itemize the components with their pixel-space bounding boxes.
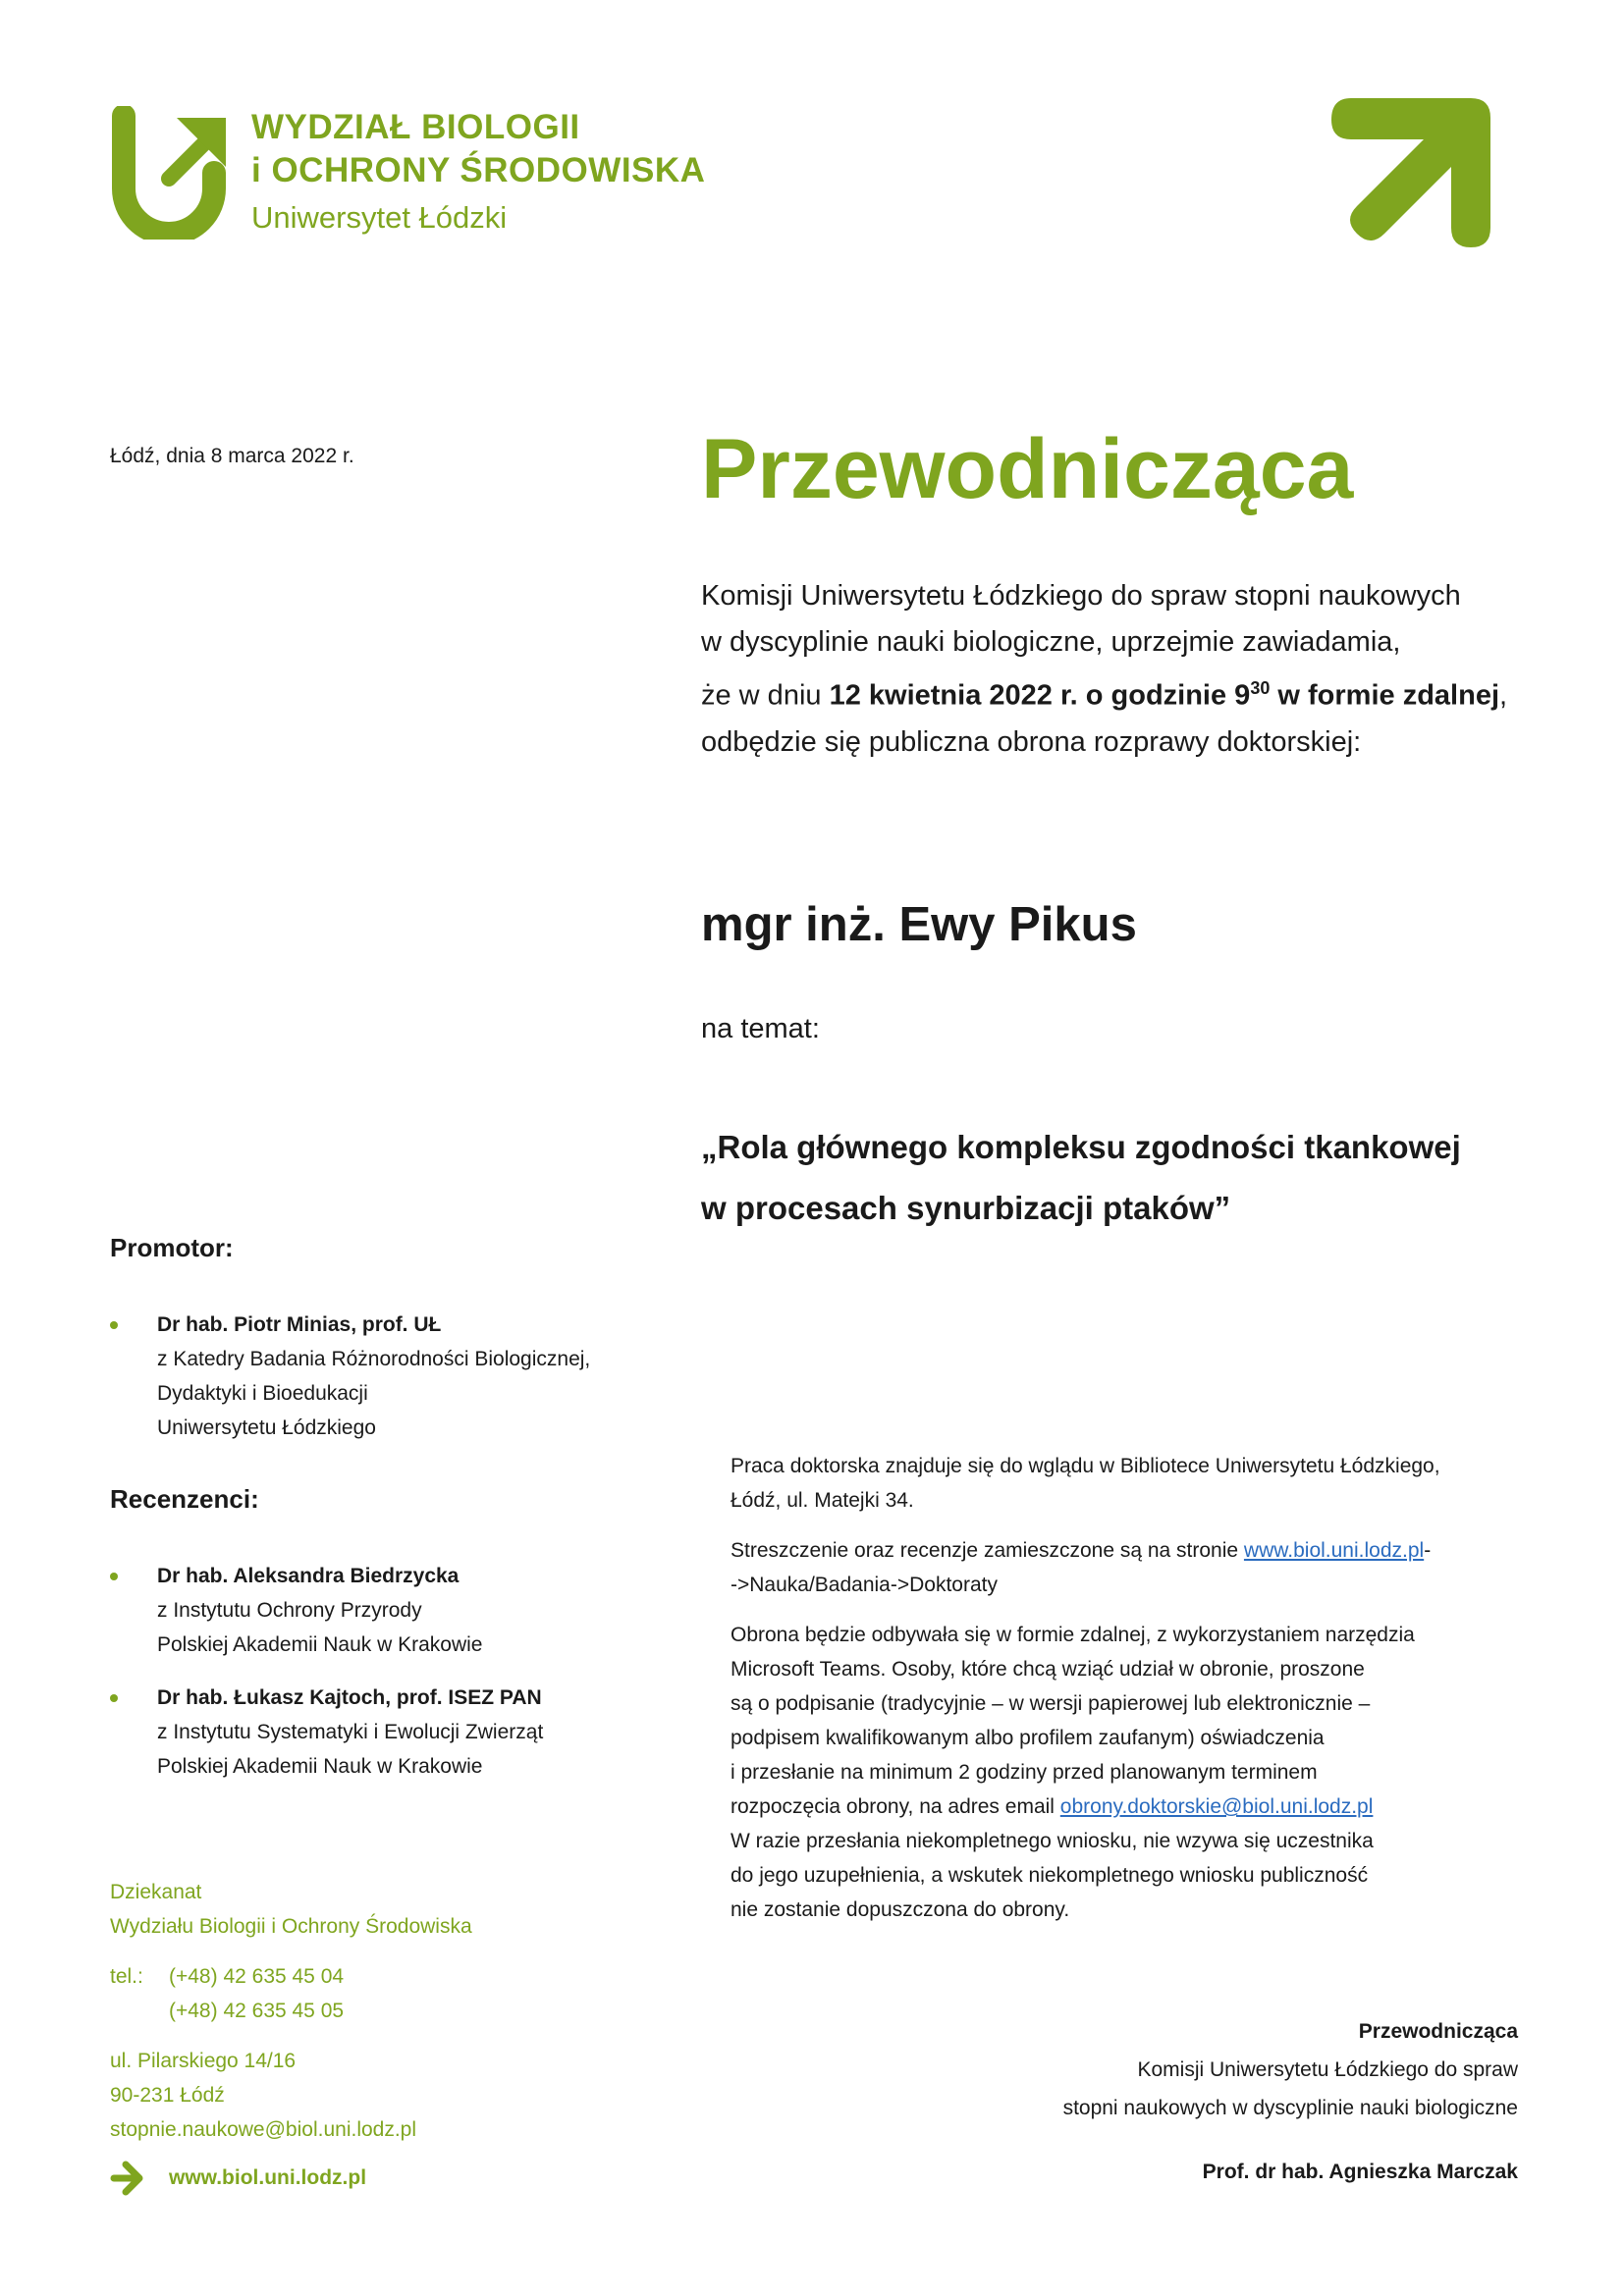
contact-line-1: Dziekanat (110, 1881, 202, 1903)
intro-line-3 (701, 666, 1565, 720)
topic-label: na temat: (701, 1013, 820, 1044)
info-text: Microsoft Teams. Osoby, które chcą wziąć udział w obronie, proszone (731, 1658, 1365, 1681)
logo-line-2: i OCHRONY ŚRODOWISKA (251, 151, 706, 189)
bullet-icon (110, 1573, 118, 1580)
defense-date-time: 12 kwietnia 2022 r. o godzinie 9 (829, 679, 1251, 712)
info-text: - (1424, 1539, 1432, 1562)
reviewer-affiliation-1: z Instytutu Ochrony Przyrody (157, 1599, 422, 1622)
address-city: 90-231 Łódź (110, 2084, 225, 2107)
candidate-name: mgr inż. Ewy Pikus (701, 898, 1137, 951)
tel-label: tel.: (110, 1965, 143, 1988)
signature-title: Przewodnicząca (1358, 2020, 1518, 2043)
signer-name: Prof. dr hab. Agnieszka Marczak (1202, 2161, 1518, 2183)
intro-line-4: odbędzie się publiczna obrona rozprawy doktorskiej: (701, 725, 1362, 758)
info-text: podpisem kwalifikowanym albo profilem zaufanym) oświadczenia (731, 1727, 1325, 1749)
info-paragraph-website (731, 1533, 1536, 1602)
reviewer-entry (110, 1559, 660, 1662)
info-paragraph-library (731, 1449, 1536, 1518)
defense-email-link[interactable]: obrony.doktorskie@biol.uni.lodz.pl (1059, 1795, 1374, 1818)
phone-number-1: (+48) 42 635 45 04 (169, 1965, 345, 1988)
diagonal-arrow-icon (1331, 98, 1490, 251)
info-text: Praca doktorska znajduje się do wglądu w Bibliotece Uniwersytetu Łódzkiego, (731, 1455, 1440, 1477)
website-link[interactable]: www.biol.uni.lodz.pl (169, 2166, 367, 2189)
dean-office-contact (110, 1875, 660, 2147)
reviewers-heading: Recenzenci: (110, 1484, 259, 1514)
phone-number-2: (+48) 42 635 45 05 (169, 2000, 345, 2022)
intro-line-2: w dyscyplinie nauki biologiczne, uprzejmie zawiadamia, (701, 626, 1401, 658)
promotor-affiliation-3: Uniwersytetu Łódzkiego (157, 1416, 376, 1439)
address-street: ul. Pilarskiego 14/16 (110, 2050, 297, 2072)
bullet-icon (110, 1321, 118, 1329)
info-text: ->Nauka/Badania->Doktoraty (731, 1574, 998, 1596)
reviewer-entry (110, 1681, 660, 1784)
info-text: Streszczenie oraz recenzje zamieszczone są na stronie (731, 1539, 1244, 1562)
contact-line-2: Wydziału Biologii i Ochrony Środowiska (110, 1915, 472, 1938)
faculty-website-link[interactable]: www.biol.uni.lodz.pl (1243, 1539, 1425, 1562)
reviewer-name: Dr hab. Łukasz Kajtoch, prof. ISEZ PAN (157, 1686, 542, 1709)
thesis-line-2: w procesach synurbizacji ptaków” (701, 1190, 1231, 1226)
ul-logo-arrow-icon (110, 106, 228, 240)
promotor-entry (110, 1308, 660, 1445)
info-text: nie zostanie dopuszczona do obrony. (731, 1898, 1070, 1921)
faculty-logo-text (251, 106, 762, 241)
info-text: rozpoczęcia obrony, na adres email (731, 1795, 1060, 1818)
reviewer-affiliation-2: Polskiej Akademii Nauk w Krakowie (157, 1633, 483, 1656)
defense-mode: w formie zdalnej (1270, 679, 1500, 712)
intro-text: że w dniu (701, 679, 830, 712)
reviewer-name: Dr hab. Aleksandra Biedrzycka (157, 1565, 460, 1587)
logo-line-1: WYDZIAŁ BIOLOGII (251, 108, 580, 146)
reviewer-affiliation-2: Polskiej Akademii Nauk w Krakowie (157, 1755, 483, 1778)
contact-email[interactable]: stopnie.naukowe@biol.uni.lodz.pl (110, 2118, 417, 2141)
thesis-title (701, 1117, 1565, 1239)
defense-time-minutes: 30 (1250, 678, 1271, 698)
intro-line-1: Komisji Uniwersytetu Łódzkiego do spraw stopni naukowych (701, 580, 1461, 612)
info-text: są o podpisanie (tradycyjnie – w wersji papierowej lub elektronicznie – (731, 1692, 1371, 1715)
info-text: W razie przesłania niekompletnego wniosku, nie wzywa się uczestnika (731, 1830, 1374, 1852)
promotor-name: Dr hab. Piotr Minias, prof. UŁ (157, 1313, 442, 1336)
signature-block (943, 2012, 1518, 2191)
info-text: Obrona będzie odbywała się w formie zdalnej, z wykorzystaniem narzędzia (731, 1624, 1415, 1646)
info-text: Łódź, ul. Matejki 34. (731, 1489, 914, 1512)
reviewer-affiliation-1: z Instytutu Systematyki i Ewolucji Zwierząt (157, 1721, 544, 1743)
info-text: do jego uzupełnienia, a wskutek niekompletnego wniosku publiczność (731, 1864, 1369, 1887)
right-arrow-icon (110, 2160, 143, 2197)
info-text: i przesłanie na minimum 2 godziny przed planowanym terminem (731, 1761, 1318, 1784)
intro-comma: , (1499, 679, 1508, 712)
signature-line-2: stopni naukowych w dyscyplinie nauki biologiczne (1062, 2097, 1518, 2119)
document-date: Łódź, dnia 8 marca 2022 r. (110, 445, 354, 467)
info-paragraph-remote (731, 1618, 1536, 1927)
logo-line-3: Uniwersytet Łódzki (251, 200, 508, 235)
promotor-affiliation-1: z Katedry Badania Różnorodności Biologicznej, (157, 1348, 591, 1370)
website-footer (110, 2160, 366, 2197)
page-title: Przewodnicząca (701, 422, 1354, 516)
announcement-intro (701, 573, 1565, 766)
defense-information (731, 1449, 1536, 1943)
promotor-heading: Promotor: (110, 1233, 234, 1262)
promotor-affiliation-2: Dydaktyki i Bioedukacji (157, 1382, 368, 1405)
thesis-line-1: „Rola głównego kompleksu zgodności tkankowej (701, 1129, 1461, 1165)
signature-line-1: Komisji Uniwersytetu Łódzkiego do spraw (1137, 2058, 1518, 2081)
bullet-icon (110, 1694, 118, 1702)
